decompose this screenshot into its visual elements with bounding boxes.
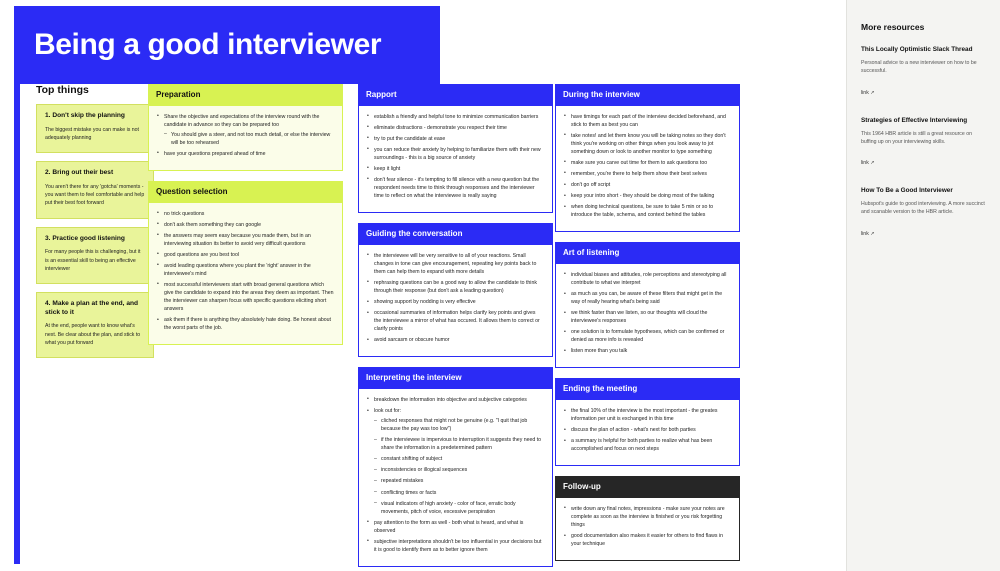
bullet-text: subjective interpretations shouldn't be too influential in your decisions but it is good to identify them as to better ignore them [374, 538, 542, 553]
card-body [555, 498, 740, 561]
bullet-text: if the interviewee is impervious to interruption it suggests they need to share the information in a predetermined pattern [381, 437, 542, 452]
bullet-item [564, 347, 731, 355]
bullet-item [374, 466, 544, 474]
bullet-item [564, 328, 731, 344]
column-preparation [148, 84, 343, 355]
bullet-item [564, 113, 731, 129]
bullet-item [367, 165, 544, 173]
card-body [148, 203, 343, 346]
bullet-item [564, 505, 731, 529]
bullet-item [157, 210, 334, 218]
card-title: Follow-up [555, 476, 740, 498]
bullet-item [157, 150, 334, 158]
bullet-text: good questions are you best tool [164, 251, 239, 258]
bullet-item [157, 316, 334, 332]
bullet-text: You should give a steer, and not too much detail, or else the interview will be too rehearsed [171, 131, 331, 146]
bullet-item [157, 232, 334, 248]
bullet-text: the final 10% of the interview is the most important - the greates information per unit is exchanged in this time [571, 408, 718, 423]
bullet-list [157, 113, 334, 158]
preparation-card-list [148, 84, 343, 345]
bullet-item [564, 192, 731, 200]
top-thing-text: The biggest mistake you can make is not adequately planning [45, 126, 139, 141]
bullet-text: pay attention to the form as well - both what is heard, and what is observed [374, 519, 524, 534]
bullet-text: remember, you're there to help them show their best selves [571, 170, 707, 177]
card-body [358, 389, 553, 567]
bullet-item [157, 251, 334, 259]
resource-title: This Locally Optimistic Slack Thread [861, 46, 973, 53]
resource-item [861, 46, 986, 99]
bullet-text: we think faster than we listen, so our thoughts will cloud the interviewee's responses [571, 310, 708, 325]
bullet-item [367, 396, 544, 404]
bullet-list [564, 407, 731, 453]
more-resources-sidebar [846, 0, 1000, 571]
bullet-text: have timings for each part of the interview decided beforehand, and stick to them as best you can [571, 113, 726, 128]
bullet-item [374, 455, 544, 463]
bullet-list [367, 252, 544, 345]
title-banner [20, 6, 440, 84]
bullet-text: keep it light [374, 165, 401, 172]
bullet-text: ask them if there is anything they absolutely hate doing. Be honest about the worst parts of the job. [164, 317, 331, 332]
bullet-item [564, 532, 731, 548]
bullet-text: the answers may seem easy because you made them, but in an interviewing situation its better to avoid very difficult questions [164, 232, 311, 247]
bullet-item [367, 309, 544, 333]
bullet-text: Share the objective and expectations of the interview round with the candidate in advance so they can be prepared too [164, 113, 320, 128]
bullet-item [157, 262, 334, 278]
bullet-text: don't ask them something they can google [164, 221, 262, 228]
bullet-text: you can reduce their anxiety by helping to familiarize them with their new surroundings - this is a big source of anxiety [374, 146, 541, 161]
top-thing-note [36, 104, 154, 153]
bullet-item [564, 271, 731, 287]
column-conversation [358, 84, 553, 571]
top-thing-text: At the end, people want to know what's next. Be clear about the plan, and stick to what you put forward [45, 323, 141, 346]
card-title: Question selection [148, 181, 343, 203]
bullet-list [367, 113, 544, 201]
column-top-things [36, 84, 154, 366]
content-card [358, 223, 553, 357]
bullet-item [157, 281, 334, 313]
content-card [555, 84, 740, 232]
resource-link[interactable] [861, 160, 875, 166]
resource-link-label: link [861, 160, 869, 167]
bullet-list [564, 271, 731, 356]
card-body [358, 106, 553, 214]
top-thing-title: 4. Make a plan at the end, and stick to it [45, 300, 139, 316]
bullet-item [564, 309, 731, 325]
bullet-item [157, 221, 334, 229]
top-thing-note [36, 292, 154, 358]
top-thing-note [36, 227, 154, 285]
bullet-list [564, 113, 731, 220]
bullet-text: eliminate distractions - demonstrate you respect their time [374, 124, 507, 131]
content-card [148, 181, 343, 345]
bullet-item [367, 279, 544, 295]
card-title: Ending the meeting [555, 378, 740, 400]
card-title: Rapport [358, 84, 553, 106]
bullet-text: don't go off script [571, 182, 611, 189]
card-title: Art of listening [555, 242, 740, 264]
top-thing-note [36, 161, 154, 219]
bullet-text: cliched responses that might not be genuine (e.g. "I quit that job because the pay was too low") [381, 418, 528, 433]
bullet-text: keep your intro short - they should be doing most of the talking [571, 193, 715, 200]
bullet-list [157, 210, 334, 333]
resource-description: This 1964 HBR article is still a great resource on buffing up on your interviewing skills. [861, 130, 973, 145]
sidebar-title: More resources [861, 22, 925, 32]
card-body [555, 106, 740, 233]
resource-description: Personal advice to a new interviewer on how to be successful. [861, 59, 977, 75]
bullet-item [374, 417, 544, 433]
bullet-text: listen more than you talk [571, 348, 628, 355]
card-title: Guiding the conversation [358, 223, 553, 245]
bullet-item [367, 538, 544, 554]
top-thing-text: For many people this is challenging, but it is an essential skill to being an effective interviewer [45, 249, 141, 272]
bullet-text: rephrasing questions can be a good way to allow the candidate to think through their response (but don't ask a leading question) [374, 279, 537, 294]
content-card [148, 84, 343, 171]
bullet-text: as much as you can, be aware of these filters that might get in the way of really hearing what's being said [571, 291, 723, 306]
bullet-text: make sure you carve out time for them to ask questions too [571, 159, 708, 166]
bullet-item [367, 146, 544, 162]
bullet-item [564, 159, 731, 167]
card-title: Interpreting the interview [358, 367, 553, 389]
resource-link-label: link [861, 230, 869, 237]
bullet-text: don't fear silence - it's tempting to fill silence with a new question but the respondent needs time to think through responses and the interviewer time to reflect on what the interviewee is really saying [374, 176, 540, 200]
bullet-item [367, 113, 544, 121]
bullet-text: good documentation also makes it easier for others to find flaws in your technique [571, 533, 723, 548]
content-card [555, 476, 740, 561]
content-card [358, 367, 553, 567]
column-interview-flow [555, 84, 740, 571]
bullet-text: avoid sarcasm or obscure humor [374, 337, 450, 344]
bullet-text: breakdown the information into objective and subjective categories [374, 396, 527, 403]
resource-title: How To Be a Good Interviewer [861, 187, 953, 195]
bullet-text: individual biases and attitudes, role perceptions and stereotyping all contribute to what we interpret [571, 271, 727, 286]
bullet-text: most successful interviewers start with broad general questions which give the candidate to expand into the areas they deem as important. Then the interviewer can sharpen focus with specific questions eliciting short answers [164, 281, 334, 313]
card-body [555, 264, 740, 369]
bullet-item [367, 407, 544, 516]
bullet-text: have your questions prepared ahead of time [164, 150, 266, 157]
bullet-item [564, 407, 731, 423]
bullet-text: visual indicators of high anxiety - color of face, erratic body movements, pitch of voice, excessive perspiration [381, 500, 516, 515]
bullet-item [374, 477, 544, 485]
bullet-item [564, 170, 731, 178]
bullet-list [564, 505, 731, 548]
bullet-item [564, 203, 731, 219]
card-body [148, 106, 343, 171]
bullet-item [367, 135, 544, 143]
top-thing-text: You aren't there for any 'gotcha' moments - you want them to feel comfortable and help put their best foot forward [45, 183, 145, 207]
bullet-item [564, 426, 731, 434]
bullet-text: repeated mistakes [381, 478, 424, 485]
bullet-item [564, 290, 731, 306]
content-card [555, 378, 740, 466]
top-thing-title: 3. Practice good listening [45, 234, 125, 242]
poster-canvas [20, 84, 845, 564]
external-link-icon: ↗ [868, 230, 875, 237]
bullet-text: showing support by nodding is very effective [374, 299, 476, 306]
bullet-text: one solution is to formulate hypotheses, which can be confirmed or denied as more info is revealed [571, 329, 725, 344]
page-title: Being a good interviewer [34, 28, 382, 61]
card-title: Preparation [148, 84, 343, 106]
bullet-item [564, 437, 731, 453]
card-title: During the interview [555, 84, 740, 106]
resource-link[interactable] [861, 90, 875, 96]
top-thing-title: 2. Bring out their best [45, 169, 114, 177]
bullet-text: write down any final notes, impressions - make sure your notes are complete as soon as the interview is finished or you risk forgetting things [571, 505, 725, 529]
card-body [358, 245, 553, 358]
resource-item [861, 117, 986, 170]
bullet-text: when doing technical questions, be sure to take 5 min or so to introduce the table, schema, and context behind the tables [571, 204, 714, 219]
bullet-item [374, 436, 544, 452]
bullet-item [367, 252, 544, 276]
bullet-item [367, 519, 544, 535]
bullet-text: try to put the candidate at ease [374, 135, 446, 142]
bullet-text: establish a friendly and helpful tone to minimize communication barriers [374, 113, 539, 120]
resource-link-label: link [861, 89, 869, 96]
bullet-text: constant shifting of subject [381, 456, 443, 463]
top-thing-title: 1. Don't skip the planning [45, 112, 125, 119]
resource-title: Strategies of Effective Interviewing [861, 116, 968, 124]
bullet-text: no trick questions [164, 210, 205, 217]
bullet-text: look out for: [374, 408, 402, 415]
bullet-text: occasional summaries of information helps clarify key points and gives the interviewee a mirror of what has occured. It allows them to correct or clarify points [374, 310, 540, 333]
card-body [555, 400, 740, 466]
bullet-text: inconsistencies or illogical sequences [381, 467, 468, 474]
bullet-text: avoid leading questions where you plant the 'right' answer in the interviewee's mind [164, 262, 311, 277]
bullet-item [367, 124, 544, 132]
bullet-item [367, 298, 544, 306]
bullet-text: take notes! and let them know you will be taking notes so they don't think you're working on other things when you look away to jot something down or look to another monitor to type something [571, 132, 726, 155]
conversation-card-list [358, 84, 553, 567]
bullet-item [367, 176, 544, 200]
bullet-item [374, 500, 544, 516]
bullet-item [164, 131, 334, 147]
bullet-item [374, 489, 544, 497]
bullet-item [367, 336, 544, 344]
resource-link[interactable] [861, 231, 875, 237]
content-card [358, 84, 553, 213]
bullet-text: discuss the plan of action - what's next for both parties [571, 427, 696, 434]
external-link-icon: ↗ [868, 89, 875, 96]
bullet-list [367, 396, 544, 554]
top-things-note-list [36, 104, 154, 358]
bullet-item [157, 113, 334, 147]
external-link-icon: ↗ [868, 160, 875, 167]
bullet-text: conflicting times or facts [381, 489, 437, 496]
resource-description: Hubspot's guide to good interviewing. A more succinct and scanable version to the HBR article. [861, 201, 985, 216]
bullet-item [564, 181, 731, 189]
resource-item [861, 187, 986, 240]
resource-list [861, 46, 986, 240]
bullet-list [164, 131, 334, 147]
section-heading-top-things: Top things [36, 84, 89, 96]
bullet-item [564, 132, 731, 156]
bullet-text: the interviewee will be very sensitive to all of your reactions. Small changes in tone can give encouragement, repeating key points back to them can help them to expand with more details [374, 252, 537, 275]
content-card [555, 242, 740, 368]
bullet-list [374, 417, 544, 516]
interview-flow-card-list [555, 84, 740, 561]
bullet-text: a summary is helpful for both parties to realize what has been accomplished and focus on next steps [571, 438, 713, 453]
